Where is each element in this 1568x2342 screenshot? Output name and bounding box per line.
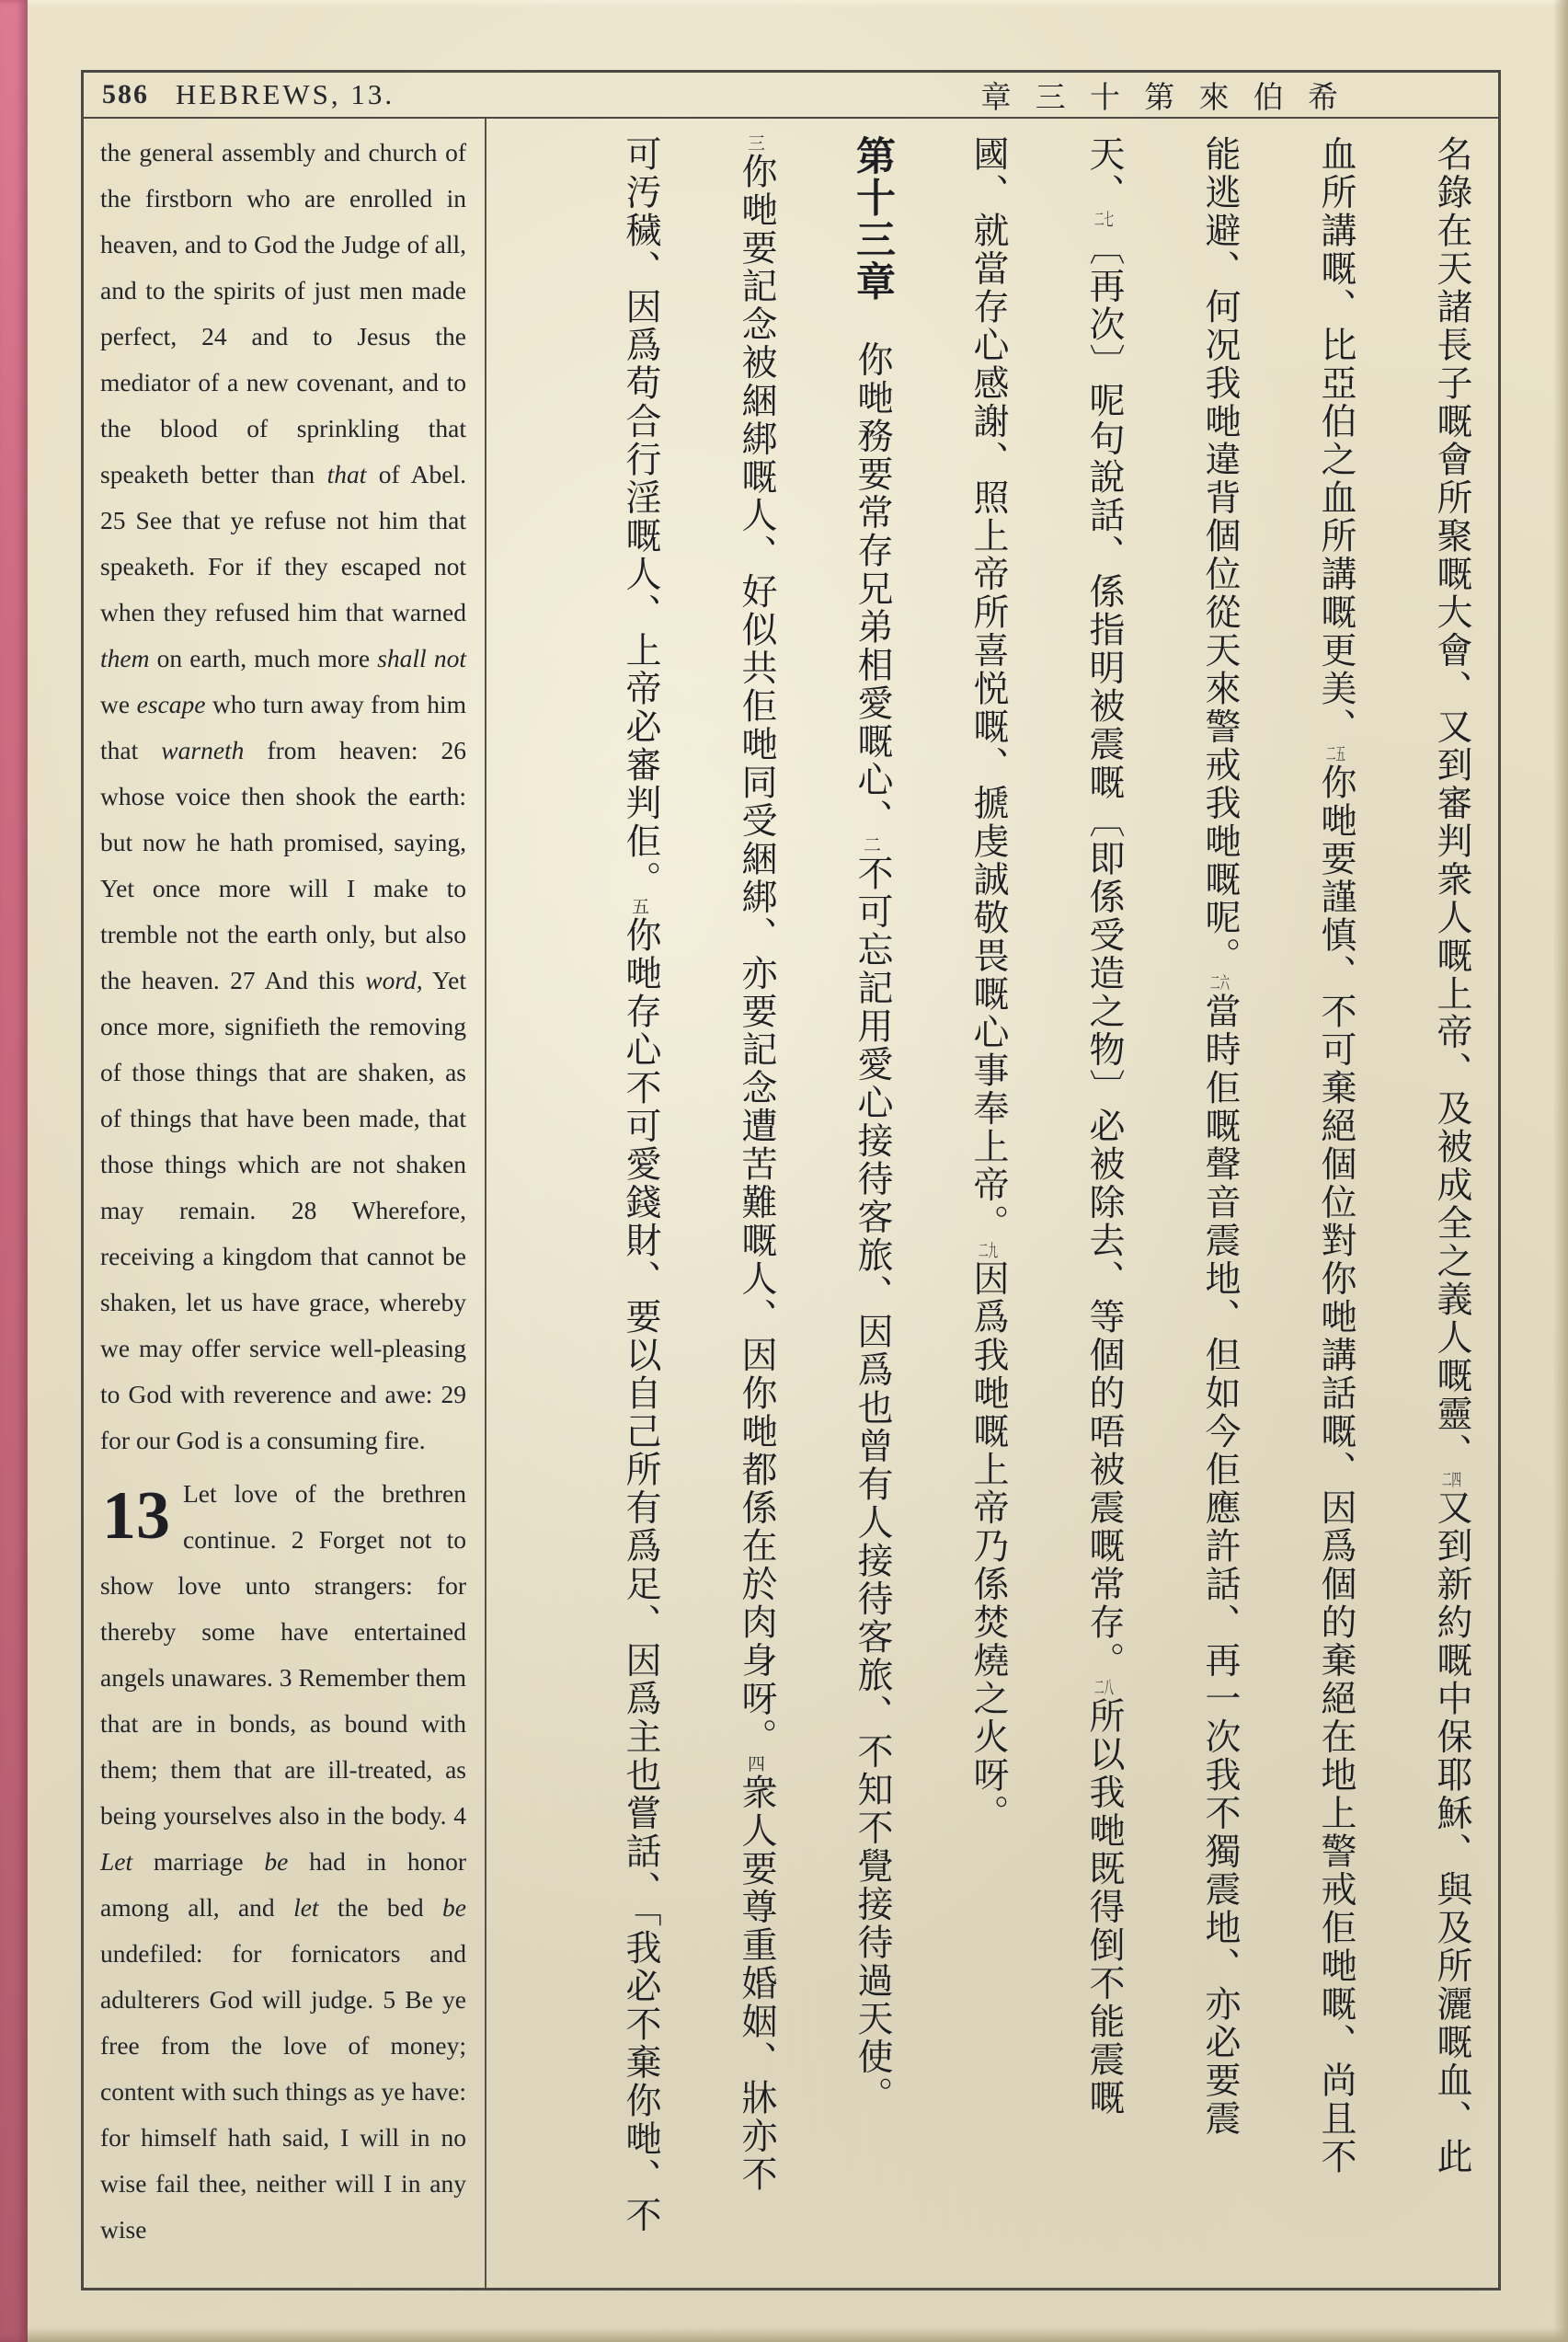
- paper-edge-right: [1553, 0, 1568, 2342]
- paper-edge-top: [28, 0, 1568, 7]
- scripture-run: 國、就當存心感謝、照上帝所喜悦嘅、搋虔誠敬畏嘅心事奉上帝。: [968, 135, 1008, 1243]
- header-title-english: HEBREWS, 13.: [175, 78, 395, 110]
- italic-run: that: [326, 460, 367, 488]
- scripture-run: Let love of the brethren continue. 2 Forget not to show love unto strangers: for thereby some have entertained angels unawares. 3 Remember them that are in bonds, as bound with them; them that are ill-treated, as being yourselves also in the body. 4: [100, 1479, 466, 1830]
- verse-number-marker: 二四: [1442, 1471, 1461, 1489]
- scripture-run: Yet once more, signifieth the removing of those things that are shaken, as of things that have been made, that those things which are not shaken may remain. 28 Wherefore, receiving a kingdom that cannot be shaken, let us have grace, whereby we may offer service well-pleasing to God with reverence and awe: 29 for our God is a consuming fire.: [100, 966, 466, 1454]
- chinese-column: [967, 135, 1009, 2267]
- scripture-run: the bed: [318, 1893, 443, 1922]
- scripture-run: 你哋要記念被綑綁嘅人、好似共佢哋同受綑綁、亦要記念遭苦難嘅人、因你哋都係在於肉身呀。: [737, 153, 776, 1756]
- italic-run: warneth: [161, 736, 245, 764]
- chinese-column: [735, 135, 777, 2267]
- header-title-chinese: 章 三 十 第 來 伯 希: [980, 81, 1346, 115]
- italic-run: Let: [100, 1847, 133, 1876]
- scripture-run: 因爲我哋嘅上帝乃係焚燒之火呀。: [968, 1259, 1008, 1832]
- scripture-run: 衆人要尊重婚姻、牀亦不: [737, 1774, 776, 2194]
- italic-run: word,: [365, 966, 423, 994]
- chapter-number-dropcap: 13: [102, 1478, 170, 1554]
- scripture-run: 血所講嘅、比亞伯之血所講嘅更美、: [1316, 135, 1356, 746]
- italic-run: escape: [136, 690, 206, 718]
- page-header: [84, 73, 1498, 119]
- scripture-run: 你哋務要常存兄弟相愛嘅心、: [853, 303, 892, 837]
- verse-number-marker: 二: [863, 837, 881, 855]
- header-right-section: [486, 73, 1498, 117]
- scripture-run: 〔再次〕呢句說話、係指明被震嘅〔即係受造之物〕必被除去、等個的唔被震嘅常存。: [1084, 229, 1124, 1680]
- chinese-column: [1314, 135, 1356, 2267]
- scripture-run: 不可忘記用愛心接待客旅、因爲也曾有人接待客旅、不知不覺接待過天使。: [853, 855, 892, 2115]
- verse-number-marker: 二五: [1326, 746, 1345, 763]
- italic-run: them: [100, 644, 150, 672]
- scripture-run: 天、: [1084, 135, 1124, 212]
- chinese-text: [486, 119, 1498, 2288]
- chapter-heading: 第十三章: [851, 135, 894, 303]
- verse-number-marker: 四: [747, 1756, 765, 1774]
- page-frame: [81, 70, 1501, 2290]
- header-left-section: [84, 73, 486, 117]
- verse-number-marker: 五: [631, 899, 649, 916]
- verse-number-marker: 二七: [1094, 212, 1114, 229]
- scripture-run: had in honor among all, and: [100, 1847, 466, 1922]
- chinese-column: [1198, 135, 1241, 2267]
- scripture-run: undefiled: for fornicators and adulterers God will judge. 5 Be ye free from the love of money; content with such things as ye have: for himself hath said, I will in no wise fail thee, neither will I in any wise: [100, 1939, 466, 2244]
- verse-number-marker: 二六: [1210, 975, 1230, 993]
- page-number: 586: [102, 79, 149, 109]
- chinese-column: [1082, 135, 1125, 2267]
- italic-run: be: [264, 1847, 289, 1876]
- page-content: [84, 119, 1498, 2288]
- italic-run: let: [293, 1893, 319, 1922]
- scripture-run: 名錄在天諸長子嘅會所聚嘅大會、又到審判衆人嘅上帝、及被成全之義人嘅靈、: [1432, 135, 1471, 1472]
- scripture-run: of Abel. 25 See that ye refuse not him that speaketh. For if they escaped not when they refused him that warned: [100, 460, 466, 626]
- scripture-run: 你哋要謹慎、不可棄絕個位對你哋講話嘅、因爲個的棄絕在地上警戒佢哋嘅、尚且不: [1316, 763, 1356, 2176]
- scripture-run: on earth, much more: [149, 644, 378, 672]
- scripture-run: who turn away from him that: [100, 690, 466, 764]
- verse-number-marker: 二八: [1094, 1680, 1114, 1697]
- english-paragraph: [100, 1471, 466, 2253]
- english-paragraph: [100, 130, 466, 1464]
- scripture-run: from heaven: 26 whose voice then shook the earth: but now he hath promised, saying, Yet once more will I make to tremble not the earth only, but also the heaven. 27 And this: [100, 736, 466, 994]
- scripture-run: 能逃避、何况我哋違背個位從天來警戒我哋嘅呢。: [1200, 135, 1240, 975]
- chinese-column: [851, 135, 893, 2267]
- scripture-run: 你哋存心不可愛錢財、要以自己所有爲足、因爲主也嘗話、「我必不棄你哋、不: [621, 916, 660, 2234]
- english-text: [84, 119, 486, 2288]
- italic-run: be: [442, 1893, 466, 1922]
- book-cover-edge: [0, 0, 28, 2342]
- scripture-run: 所以我哋既得倒不能震嘅: [1084, 1697, 1124, 2118]
- scripture-run: we: [100, 690, 137, 718]
- verse-number-marker: 三: [747, 135, 765, 153]
- scripture-run: marriage: [132, 1847, 265, 1876]
- chinese-column: [1430, 135, 1472, 2267]
- italic-run: shall not: [377, 644, 467, 672]
- scripture-run: 當時佢嘅聲音震地、但如今佢應許話、再一次我不獨震地、亦必要震: [1200, 993, 1240, 2138]
- verse-number-marker: 二九: [979, 1242, 998, 1260]
- scripture-run: 可汚穢、因爲苟合行淫嘅人、上帝必審判佢。: [621, 135, 660, 899]
- paper-edge-bottom: [28, 2327, 1568, 2342]
- scripture-run: 又到新約嘅中保耶穌、與及所灑嘅血、此: [1432, 1488, 1471, 2176]
- chinese-column: [619, 135, 661, 2267]
- scripture-run: the general assembly and church of the firstborn who are enrolled in heaven, and to God the Judge of all, and to the spirits of just men made perfect, 24 and to Jesus the mediator of a new covenant, and to the blood of sprinkling that speaketh better than: [100, 138, 466, 488]
